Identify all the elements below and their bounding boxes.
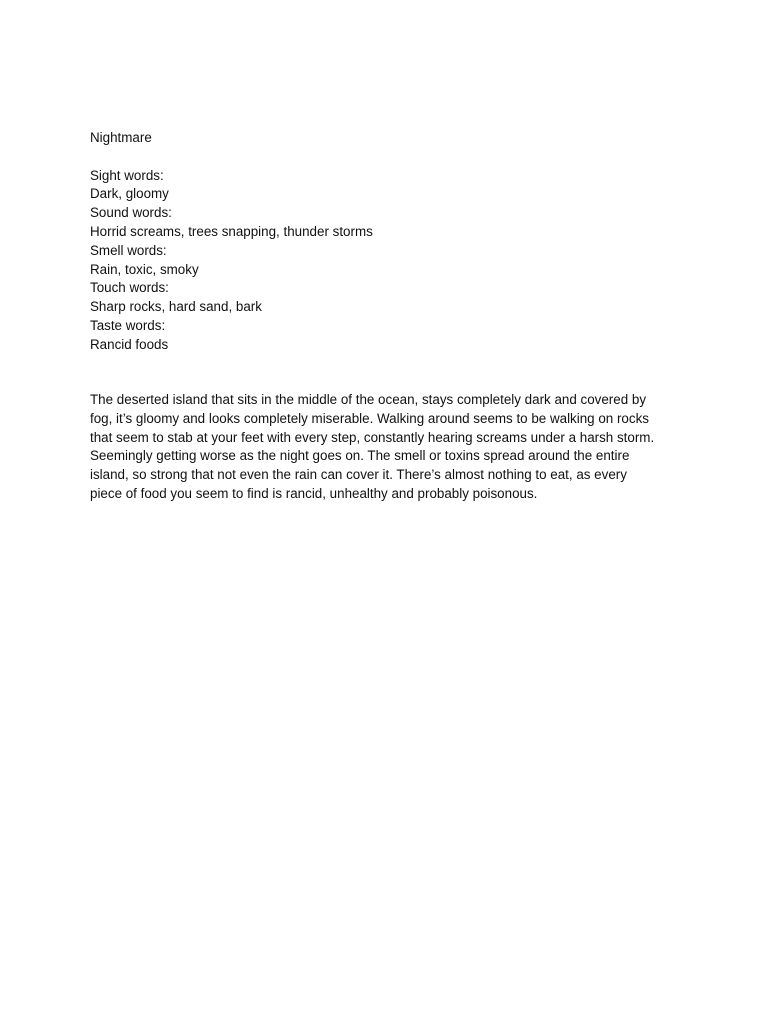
paragraph-line: that seem to stab at your feet with every step, constantly hearing screams under a harsh storm. [90,429,655,445]
sound-words-list: Horrid screams, trees snapping, thunder storms [90,223,373,239]
document-title: Nightmare [90,130,152,145]
paragraph-line: island, so strong that not even the rain can cover it. There’s almost nothing to eat, as every [90,467,627,483]
touch-words-heading: Touch words: [90,280,169,296]
taste-words-list: Rancid foods [90,336,169,352]
sound-words-heading: Sound words: [90,205,172,221]
sight-words-heading: Sight words: [90,167,164,183]
paragraph-line: Seemingly getting worse as the night goes on. The smell or toxins spread around the entire [90,448,630,464]
taste-words-heading: Taste words: [90,317,166,333]
smell-words-heading: Smell words: [90,242,167,258]
sight-words-list: Dark, gloomy [90,186,169,202]
paragraph-line: The deserted island that sits in the middle of the ocean, stays completely dark and covered by [90,392,647,407]
descriptive-paragraph [90,391,680,504]
smell-words-list: Rain, toxic, smoky [90,261,199,277]
touch-words-list: Sharp rocks, hard sand, bark [90,299,262,315]
sense-words-list [90,167,690,355]
document-body [90,129,690,501]
paragraph-line: piece of food you seem to find is rancid, unhealthy and probably poisonous. [90,485,538,501]
paragraph-line: fog, it’s gloomy and looks completely miserable. Walking around seems to be walking on rocks [90,410,649,426]
